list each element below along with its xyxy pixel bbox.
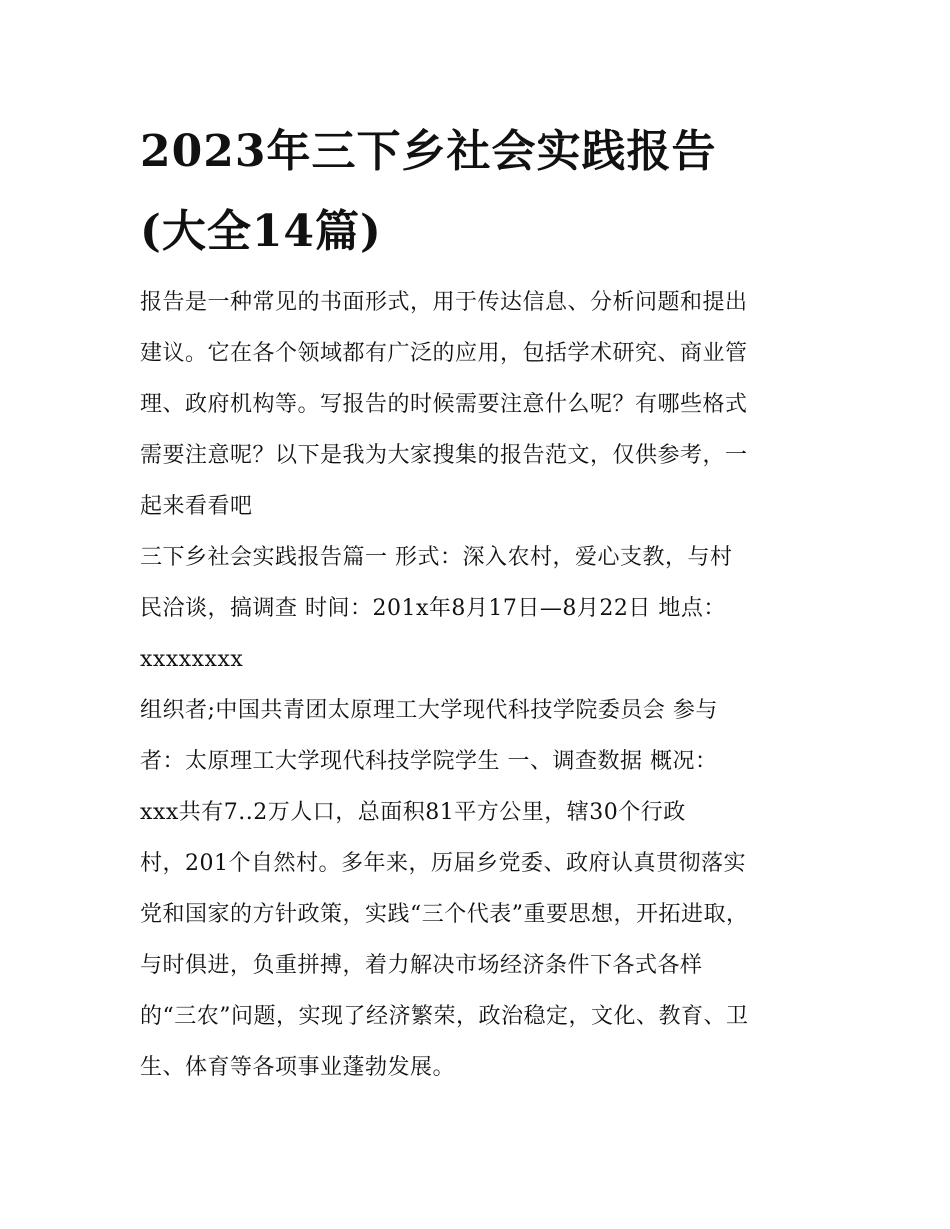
body-line: 党和国家的方针政策，实践“三个代表”重要思想，开拓进取， bbox=[140, 902, 749, 927]
body-line: 建议。它在各个领域都有广泛的应用，包括学术研究、商业管 bbox=[140, 341, 748, 366]
body-line: 报告是一种常见的书面形式，用于传达信息、分析问题和提出 bbox=[140, 290, 748, 315]
body-line: 三下乡社会实践报告篇一 形式：深入农村，爱心支教，与村 bbox=[140, 545, 733, 570]
body-line: 生、体育等各项事业蓬勃发展。 bbox=[140, 1055, 456, 1080]
body-line: 与时俱进，负重拼搏，着力解决市场经济条件下各式各样 bbox=[140, 953, 703, 978]
body-line: 需要注意呢？以下是我为大家搜集的报告范文，仅供参考，一 bbox=[140, 443, 748, 468]
body-line: xxxxxxxx bbox=[140, 647, 244, 672]
title-line: (大全14篇) bbox=[140, 206, 382, 257]
body-line: 民洽谈，搞调查 时间：201x年8月17日—8月22日 地点： bbox=[140, 596, 726, 621]
document-title bbox=[140, 112, 820, 272]
title-line: 2023年三下乡社会实践报告 bbox=[140, 126, 717, 177]
body-line: 的“三农”问题，实现了经济繁荣，政治稳定，文化、教育、卫 bbox=[140, 1004, 749, 1029]
body-line: 者：太原理工大学现代科技学院学生 一、调查数据 概况： bbox=[140, 749, 718, 774]
document-body bbox=[140, 277, 830, 1093]
body-line: 组织者;中国共青团太原理工大学现代科技学院委员会 参与 bbox=[140, 698, 718, 723]
body-line: 起来看看吧 bbox=[140, 494, 253, 519]
body-line: xxx共有7..2万人口，总面积81平方公里，辖30个行政 bbox=[140, 800, 686, 825]
body-line: 村，201个自然村。多年来，历届乡党委、政府认真贯彻落实 bbox=[140, 851, 746, 876]
body-line: 理、政府机构等。写报告的时候需要注意什么呢？有哪些格式 bbox=[140, 392, 748, 417]
